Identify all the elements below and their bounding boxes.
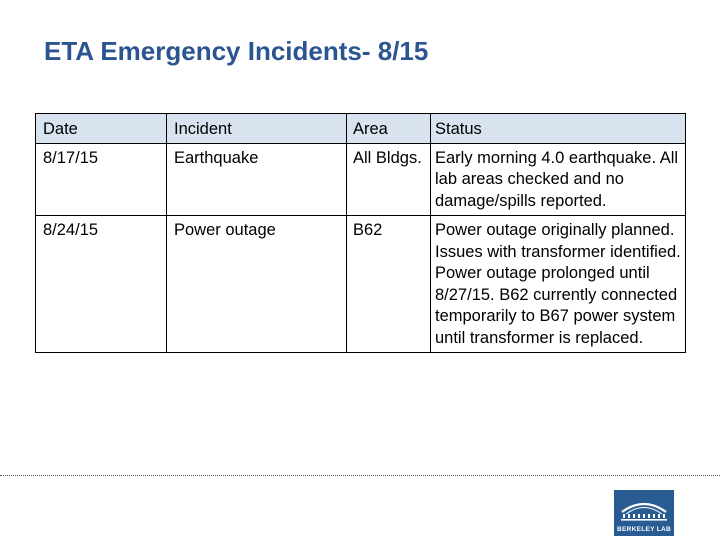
footer-divider: [0, 475, 720, 476]
logo-text: BERKELEY LAB: [616, 526, 672, 533]
berkeley-lab-logo: [614, 490, 674, 536]
cell-incident: Earthquake: [167, 143, 347, 216]
column-header-area: Area: [347, 114, 431, 144]
cell-status: Power outage originally planned. Issues with transformer identified. Power outage prolonged until 8/27/15. B62 currently connected temporarily to B67 power system until transformer is replaced.: [431, 216, 686, 353]
cell-status: Early morning 4.0 earthquake. All lab areas checked and no damage/spills reported.: [431, 143, 686, 216]
table-row: [36, 143, 686, 216]
column-header-date: Date: [36, 114, 167, 144]
cell-date: 8/17/15: [36, 143, 167, 216]
table-row: [36, 216, 686, 353]
column-header-incident: Incident: [167, 114, 347, 144]
table-header-row: [36, 114, 686, 144]
cell-date: 8/24/15: [36, 216, 167, 353]
column-header-status: Status: [431, 114, 686, 144]
incidents-table: [35, 113, 686, 353]
cell-area: B62: [347, 216, 431, 353]
cell-area: All Bldgs.: [347, 143, 431, 216]
page-title: ETA Emergency Incidents- 8/15: [44, 36, 429, 66]
building-icon: [614, 490, 674, 524]
cell-incident: Power outage: [167, 216, 347, 353]
